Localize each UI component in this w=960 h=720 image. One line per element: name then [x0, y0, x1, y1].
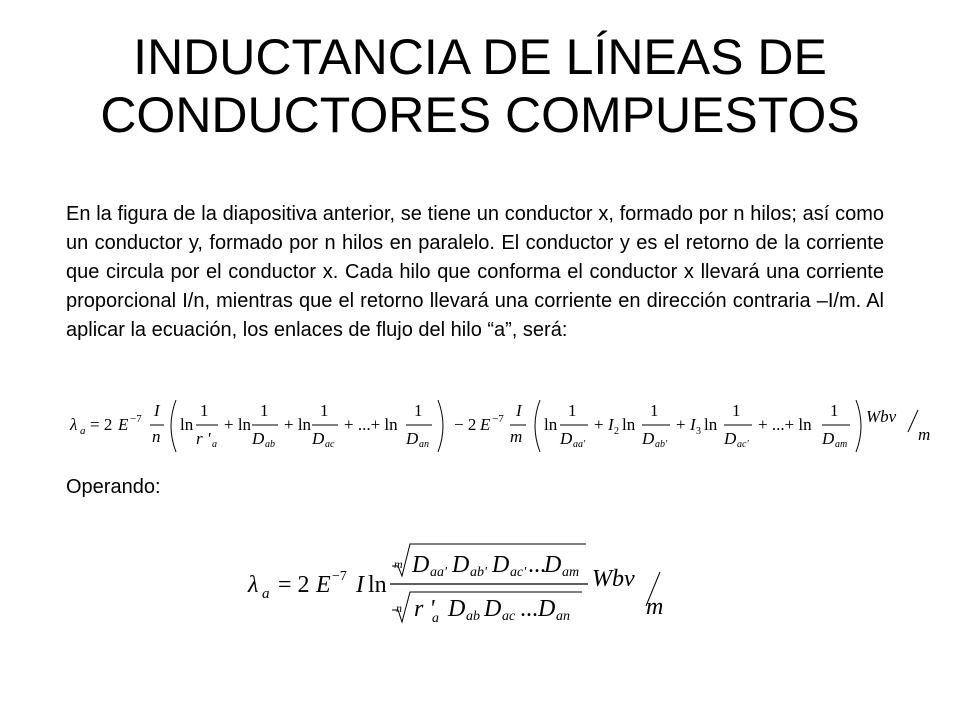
svg-text:D: D	[484, 596, 502, 622]
svg-text:−7: −7	[130, 413, 142, 425]
svg-text:ac: ac	[502, 609, 516, 624]
svg-text:1: 1	[732, 401, 741, 420]
svg-text:+: +	[594, 415, 604, 434]
svg-text:D: D	[252, 429, 265, 448]
svg-text:ln: ln	[368, 572, 387, 598]
svg-text:an: an	[556, 609, 570, 624]
svg-text:1: 1	[200, 401, 209, 420]
svg-text:r ': r '	[414, 596, 435, 622]
svg-text:aa': aa'	[430, 565, 447, 580]
svg-text:a: a	[212, 439, 217, 450]
svg-text:r ': r '	[196, 429, 211, 448]
svg-text:an: an	[419, 439, 429, 450]
svg-text:a: a	[262, 586, 270, 602]
svg-text:+ ...+ ln: + ...+ ln	[758, 415, 812, 434]
svg-text:+ ...+ ln: + ...+ ln	[344, 415, 398, 434]
svg-text:n: n	[152, 427, 161, 446]
svg-text:a: a	[432, 611, 439, 626]
svg-text:am: am	[835, 439, 848, 450]
svg-text:ab: ab	[265, 439, 275, 450]
svg-text:Wbv: Wbv	[866, 407, 897, 426]
svg-text:ac': ac'	[510, 565, 527, 580]
svg-text:E: E	[316, 572, 331, 598]
svg-text:I: I	[608, 415, 614, 434]
svg-text:1: 1	[320, 401, 329, 420]
svg-text:+: +	[676, 415, 686, 434]
svg-text:= 2: = 2	[278, 572, 310, 598]
title-line-1: INDUCTANCIA DE LÍNEAS DE	[133, 29, 827, 85]
svg-text:E: E	[118, 415, 129, 434]
slide-title	[0, 28, 960, 144]
svg-text:3: 3	[696, 426, 701, 437]
svg-text:1: 1	[650, 401, 659, 420]
svg-text:...: ...	[528, 552, 546, 578]
svg-text:− 2: − 2	[454, 415, 477, 434]
svg-text:ab': ab'	[470, 565, 487, 580]
svg-text:ab': ab'	[655, 439, 668, 450]
svg-text:ln: ln	[622, 415, 636, 434]
svg-text:D: D	[822, 429, 835, 448]
svg-text:D: D	[448, 596, 466, 622]
svg-text:D: D	[560, 429, 573, 448]
svg-text:1: 1	[414, 401, 423, 420]
operando-label: Operando:	[66, 476, 161, 498]
svg-text:1: 1	[260, 401, 269, 420]
svg-text:aa': aa'	[573, 439, 586, 450]
svg-text:I: I	[690, 415, 696, 434]
flux-linkage-equation	[66, 396, 946, 456]
svg-text:λ: λ	[70, 415, 78, 434]
svg-text:D: D	[538, 596, 556, 622]
svg-text:2: 2	[614, 426, 619, 437]
svg-text:ln: ln	[180, 415, 194, 434]
svg-text:m: m	[646, 594, 664, 620]
svg-text:−7: −7	[492, 413, 504, 425]
title-line-2: CONDUCTORES COMPUESTOS	[100, 87, 860, 143]
svg-text:am: am	[562, 565, 580, 580]
svg-text:I: I	[516, 401, 522, 420]
svg-text:D: D	[724, 429, 737, 448]
body-paragraph: En la figura de la diapositiva anterior, se tiene un conductor x, formado por n hilos; así como un conductor y, formado por n hilos en paralelo. El conductor y es el retorno de la corriente que circula por el conductor x. Cada hilo que conforma el conductor x llevará una corriente proporcional I/n, mientras que el retorno llevará una corriente en dirección contraria –I/m. Al aplicar la ecuación, los enlaces de flujo del hilo “a”, será:	[66, 203, 884, 341]
svg-text:ac: ac	[325, 439, 335, 450]
svg-text:−7: −7	[332, 569, 347, 584]
svg-text:ac': ac'	[737, 439, 749, 450]
svg-text:λ: λ	[248, 572, 259, 598]
svg-text:1: 1	[568, 401, 577, 420]
svg-text:ln: ln	[544, 415, 558, 434]
svg-text:I: I	[356, 572, 364, 598]
svg-text:n: n	[396, 601, 402, 615]
svg-text:m: m	[918, 425, 931, 444]
svg-text:D: D	[412, 552, 430, 578]
svg-text:= 2: = 2	[90, 415, 113, 434]
svg-text:D: D	[452, 552, 470, 578]
svg-text:Wbv: Wbv	[592, 566, 635, 592]
svg-text:ab: ab	[466, 609, 480, 624]
svg-text:m: m	[510, 427, 523, 446]
svg-text:...: ...	[520, 596, 538, 622]
svg-text:D: D	[406, 429, 419, 448]
simplified-flux-equation	[246, 538, 686, 630]
svg-text:ln: ln	[704, 415, 718, 434]
svg-text:D: D	[492, 552, 510, 578]
svg-text:a: a	[80, 425, 86, 437]
svg-text:+ ln: + ln	[284, 415, 312, 434]
svg-text:D: D	[312, 429, 325, 448]
svg-text:m: m	[394, 557, 403, 571]
svg-text:D: D	[544, 552, 562, 578]
svg-text:E: E	[480, 415, 491, 434]
svg-text:D: D	[642, 429, 655, 448]
svg-text:+ ln: + ln	[224, 415, 252, 434]
svg-text:I: I	[154, 401, 160, 420]
svg-text:1: 1	[830, 401, 839, 420]
